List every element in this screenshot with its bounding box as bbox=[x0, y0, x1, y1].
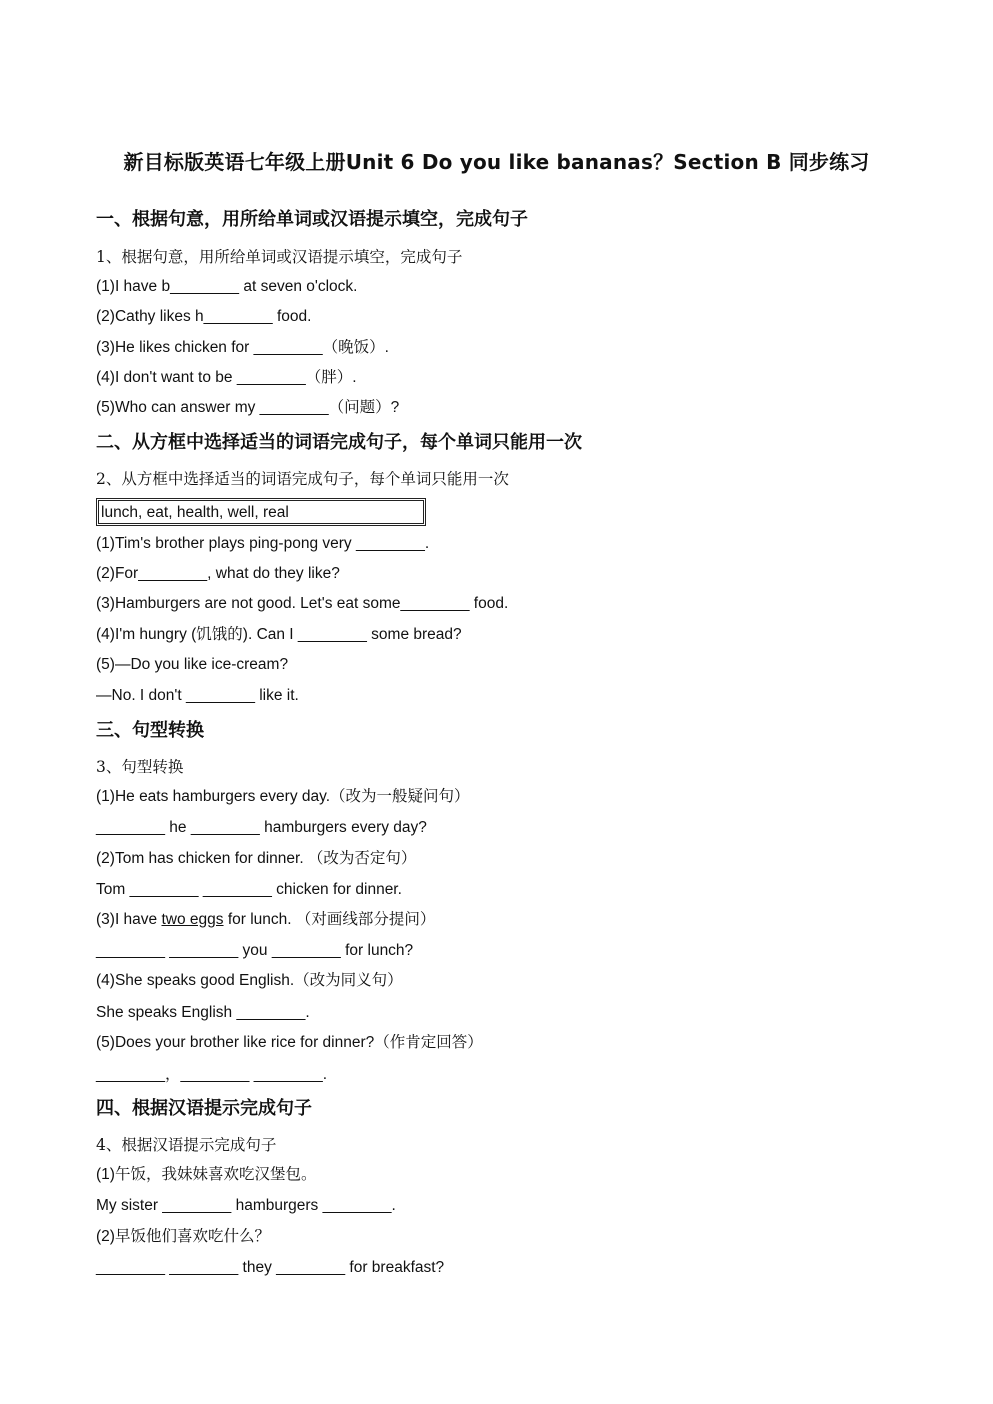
question-line: (1)I have b________ at seven o'clock. bbox=[96, 278, 358, 295]
answer-line: ________ he ________ hamburgers every day? bbox=[96, 819, 427, 836]
section-1-prompt: 1、根据句意，用所给单词或汉语提示填空，完成句子 bbox=[96, 248, 463, 266]
question-line: (5)Who can answer my ________（问题）? bbox=[96, 399, 400, 416]
section-3-heading: 三、句型转换 bbox=[96, 720, 204, 741]
question-line: (4)She speaks good English.（改为同义句） bbox=[96, 972, 403, 989]
section-2-prompt: 2、从方框中选择适当的词语完成句子，每个单词只能用一次 bbox=[96, 470, 509, 488]
question-line: (2)Cathy likes h________ food. bbox=[96, 308, 312, 325]
question-line: (4)I don't want to be ________（胖）. bbox=[96, 369, 357, 386]
question-line: (5)—Do you like ice-cream? bbox=[96, 656, 289, 673]
word-bank-box: lunch, eat, health, well, real bbox=[96, 498, 426, 526]
page-title: 新目标版英语七年级上册Unit 6 Do you like bananas？Section B 同步练习 bbox=[123, 150, 870, 174]
section-4-heading: 四、根据汉语提示完成句子 bbox=[96, 1098, 312, 1119]
question-line: (1)午饭，我妹妹喜欢吃汉堡包。 bbox=[96, 1166, 317, 1183]
answer-line: She speaks English ________. bbox=[96, 1004, 310, 1021]
question-suffix: for lunch. （对画线部分提问） bbox=[223, 911, 436, 928]
answer-line: My sister ________ hamburgers ________. bbox=[96, 1197, 396, 1214]
question-line: (2)Tom has chicken for dinner. （改为否定句） bbox=[96, 850, 417, 867]
question-line: (2)For________, what do they like? bbox=[96, 565, 340, 582]
answer-line: ________ ________ they ________ for breakfast? bbox=[96, 1259, 445, 1276]
answer-line: ________，________ ________. bbox=[96, 1066, 328, 1083]
answer-line: Tom ________ ________ chicken for dinner. bbox=[96, 881, 402, 898]
question-line: (3)He likes chicken for ________（晚饭）. bbox=[96, 339, 389, 356]
section-4-prompt: 4、根据汉语提示完成句子 bbox=[96, 1136, 277, 1154]
section-2-heading: 二、从方框中选择适当的词语完成句子，每个单词只能用一次 bbox=[96, 432, 582, 453]
question-line: (2)早饭他们喜欢吃什么？ bbox=[96, 1228, 270, 1245]
question-line: (5)Does your brother like rice for dinner?（作肯定回答） bbox=[96, 1034, 483, 1051]
question-line: (3)Hamburgers are not good. Let's eat some________ food. bbox=[96, 595, 509, 612]
underlined-phrase: two eggs bbox=[161, 911, 224, 928]
section-1-heading: 一、根据句意，用所给单词或汉语提示填空，完成句子 bbox=[96, 209, 528, 230]
section-3-prompt: 3、句型转换 bbox=[96, 758, 184, 776]
question-prefix: (3)I have bbox=[96, 911, 162, 928]
question-line: (1)Tim's brother plays ping-pong very ________. bbox=[96, 535, 430, 552]
question-line: (4)I'm hungry (饥饿的). Can I ________ some bread? bbox=[96, 626, 462, 643]
question-line-underlined bbox=[96, 909, 435, 931]
answer-line: ________ ________ you ________ for lunch? bbox=[96, 942, 414, 959]
question-line: —No. I don't ________ like it. bbox=[96, 687, 299, 704]
question-line: (1)He eats hamburgers every day.（改为一般疑问句） bbox=[96, 788, 470, 805]
